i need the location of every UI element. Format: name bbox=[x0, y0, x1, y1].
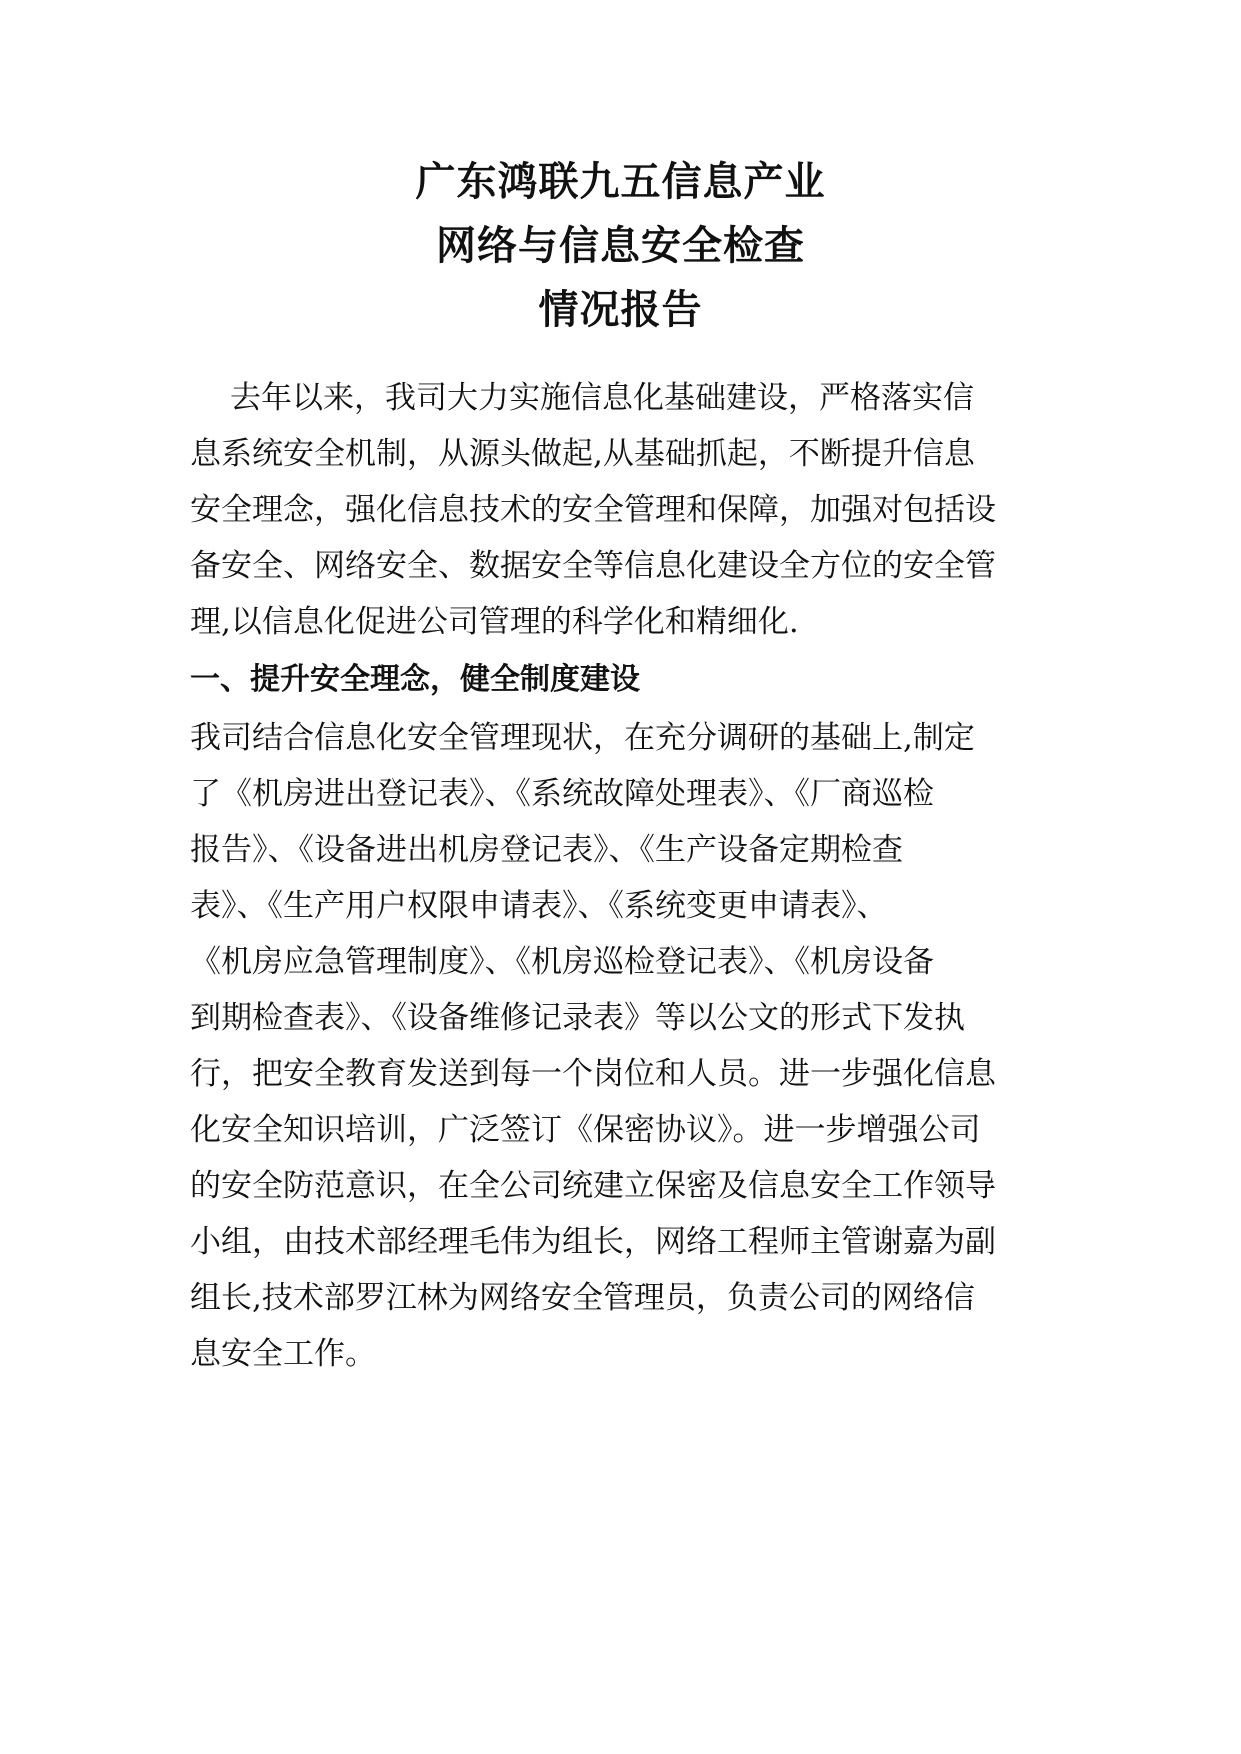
intro-line-5: 理,以信息化促进公司管理的科学化和精细化. bbox=[190, 604, 799, 640]
intro-line-2: 息系统安全机制，从源头做起,从基础抓起，不断提升信息 bbox=[190, 436, 975, 472]
section-1-heading: 一、提升安全理念，健全制度建设 bbox=[190, 662, 640, 697]
section-1-line-9: 的安全防范意识，在全公司统建立保密及信息安全工作领导 bbox=[190, 1168, 996, 1204]
section-1-line-6: 到期检查表》、《设备维修记录表》等以公文的形式下发执 bbox=[190, 1000, 965, 1036]
section-1-line-11: 组长,技术部罗江林为网络安全管理员，负责公司的网络信 bbox=[190, 1280, 975, 1316]
section-1-line-2: 了《机房进出登记表》、《系统故障处理表》、《厂商巡检 bbox=[190, 776, 934, 812]
section-1-line-8: 化安全知识培训，广泛签订《保密协议》。进一步增强公司 bbox=[190, 1112, 981, 1148]
section-1-line-10: 小组，由技术部经理毛伟为组长，网络工程师主管谢嘉为副 bbox=[190, 1224, 996, 1260]
document-title bbox=[0, 150, 1241, 342]
title-line-2: 网络与信息安全检查 bbox=[436, 223, 805, 269]
title-line-1: 广东鸿联九五信息产业 bbox=[415, 159, 826, 205]
title-line-3: 情况报告 bbox=[538, 287, 703, 333]
intro-line-4: 备安全、网络安全、数据安全等信息化建设全方位的安全管 bbox=[190, 548, 996, 584]
intro-line-3: 安全理念，强化信息技术的安全管理和保障，加强对包括设 bbox=[190, 492, 996, 528]
section-1-line-5: 《机房应急管理制度》、《机房巡检登记表》、《机房设备 bbox=[190, 944, 934, 980]
section-1-line-7: 行，把安全教育发送到每一个岗位和人员。进一步强化信息 bbox=[190, 1056, 996, 1092]
section-1-line-12: 息安全工作。 bbox=[190, 1336, 376, 1372]
section-1-line-1: 我司结合信息化安全管理现状，在充分调研的基础上,制定 bbox=[190, 720, 975, 756]
section-1-line-4: 表》、《生产用户权限申请表》、《系统变更申请表》、 bbox=[190, 888, 888, 924]
intro-line-1: 去年以来，我司大力实施信息化基础建设，严格落实信 bbox=[230, 380, 974, 416]
section-1-line-3: 报告》、《设备进出机房登记表》、《生产设备定期检查 bbox=[190, 832, 903, 868]
